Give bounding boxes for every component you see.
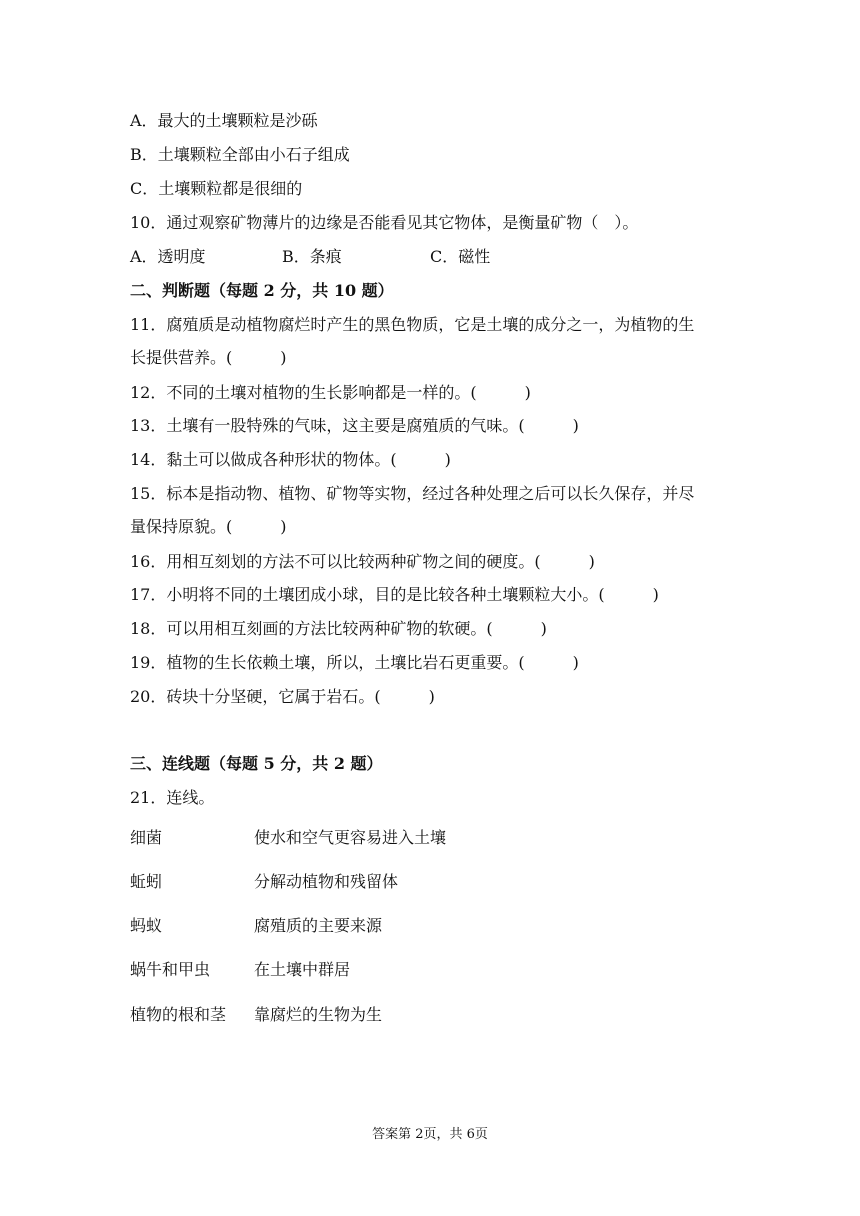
- match-right-item: 在土壤中群居: [254, 960, 351, 979]
- q10-option-c: C．磁性: [430, 247, 491, 266]
- q13: 13．土壤有一股特殊的气味，这主要是腐殖质的气味。( ): [130, 416, 579, 435]
- q11-line2: 长提供营养。( ): [130, 348, 287, 367]
- q9-option-a: A．最大的土壤颗粒是沙砾: [130, 111, 318, 130]
- match-left-item: 蜗牛和甲虫: [130, 960, 211, 979]
- q17: 17．小明将不同的土壤团成小球，目的是比较各种土壤颗粒大小。( ): [130, 585, 659, 604]
- q10-option-a: A．透明度: [130, 247, 206, 266]
- q9-option-c: C．土壤颗粒都是很细的: [130, 179, 303, 198]
- q11-line1: 11．腐殖质是动植物腐烂时产生的黑色物质，它是土壤的成分之一，为植物的生: [130, 315, 695, 334]
- q15-line2: 量保持原貌。( ): [130, 517, 287, 536]
- q18: 18．可以用相互刻画的方法比较两种矿物的软硬。( ): [130, 619, 547, 638]
- q20: 20．砖块十分坚硬，它属于岩石。( ): [130, 687, 435, 706]
- section3-heading: 三、连线题（每题 5 分，共 2 题）: [130, 754, 383, 773]
- match-right-item: 使水和空气更容易进入土壤: [254, 828, 447, 847]
- q10-option-b: B．条痕: [282, 247, 342, 266]
- match-left-item: 细菌: [130, 828, 163, 847]
- match-left-item: 蚂蚁: [130, 916, 163, 935]
- q10-options: [130, 247, 490, 267]
- match-left-item: 植物的根和茎: [130, 1005, 227, 1024]
- page-footer: 答案第 2页，共 6页: [372, 1127, 488, 1142]
- q15-line1: 15．标本是指动物、植物、矿物等实物，经过各种处理之后可以长久保存，并尽: [130, 484, 695, 503]
- match-right-item: 分解动植物和残留体: [254, 872, 399, 891]
- q21-stem: 21．连线。: [130, 788, 215, 807]
- match-right-item: 靠腐烂的生物为生: [254, 1005, 383, 1024]
- q19: 19．植物的生长依赖土壤，所以，土壤比岩石更重要。( ): [130, 653, 579, 672]
- match-left-item: 蚯蚓: [130, 872, 163, 891]
- section2-heading: 二、判断题（每题 2 分，共 10 题）: [130, 281, 394, 300]
- q10-stem: 10．通过观察矿物薄片的边缘是否能看见其它物体，是衡量矿物（ ）。: [130, 213, 639, 232]
- q16: 16．用相互刻划的方法不可以比较两种矿物之间的硬度。( ): [130, 552, 595, 571]
- match-right-item: 腐殖质的主要来源: [254, 916, 383, 935]
- q9-option-b: B．土壤颗粒全部由小石子组成: [130, 145, 350, 164]
- q14: 14．黏土可以做成各种形状的物体。( ): [130, 450, 451, 469]
- q12: 12．不同的土壤对植物的生长影响都是一样的。( ): [130, 383, 531, 402]
